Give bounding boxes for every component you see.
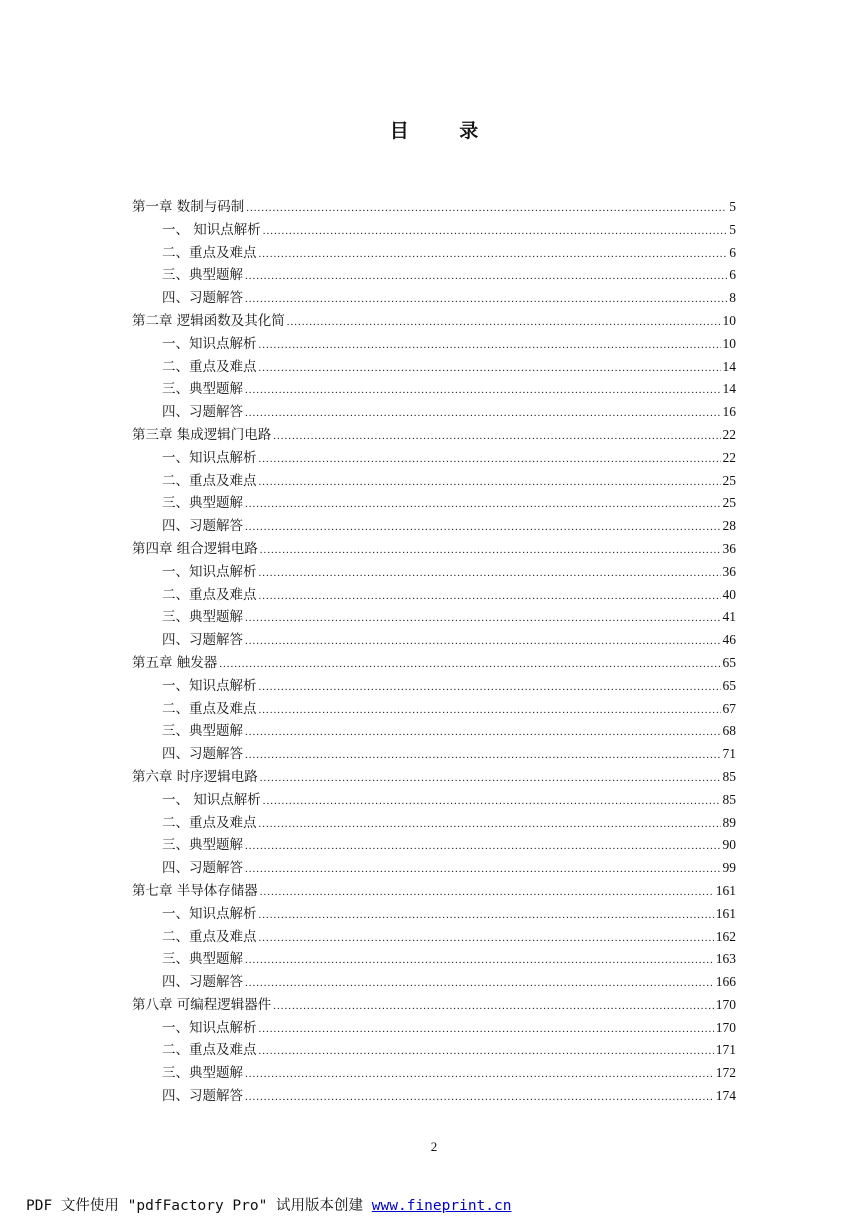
toc-entry-label: 一、 知识点解析 (162, 221, 261, 238)
toc-leader-dots (245, 1063, 714, 1086)
toc-entry-page: 14 (722, 358, 736, 374)
toc-entry-label: 一、知识点解析 (162, 563, 257, 580)
toc-entry-label: 四、习题解答 (162, 632, 243, 649)
toc-entry-label: 二、重点及难点 (162, 472, 257, 489)
toc-entry-label: 第八章 可编程逻辑器件 (132, 996, 272, 1013)
toc-entry-page: 163 (715, 951, 736, 967)
toc-section-entry[interactable] (132, 492, 736, 515)
toc-entry-page: 22 (722, 426, 736, 442)
toc-section-entry[interactable] (132, 743, 736, 766)
toc-section-entry[interactable] (132, 903, 736, 926)
toc-entry-page: 5 (729, 199, 736, 214)
toc-entry-page: 166 (715, 974, 736, 990)
toc-chapter-entry[interactable] (132, 994, 736, 1017)
toc-leader-dots (245, 516, 721, 539)
toc-entry-label: 第二章 逻辑函数及其化简 (132, 312, 285, 329)
toc-section-entry[interactable] (132, 561, 736, 584)
toc-entry-label: 三、典型题解 (162, 609, 243, 626)
toc-entry-label: 四、习题解答 (162, 518, 243, 535)
toc-entry-page: 171 (715, 1042, 736, 1058)
toc-leader-dots (259, 676, 721, 699)
toc-entry-page: 41 (722, 609, 736, 625)
toc-leader-dots (245, 721, 721, 744)
table-of-contents (132, 196, 736, 1108)
pdf-footer (26, 1194, 511, 1215)
toc-entry-page: 65 (722, 654, 736, 670)
toc-section-entry[interactable] (132, 789, 736, 812)
toc-entry-page: 71 (722, 746, 736, 762)
toc-leader-dots (259, 699, 721, 722)
toc-entry-page: 85 (722, 791, 736, 807)
toc-entry-page: 14 (722, 381, 736, 397)
toc-entry-label: 三、典型题解 (162, 1065, 243, 1082)
toc-entry-page: 90 (722, 837, 736, 853)
toc-leader-dots (259, 243, 728, 266)
toc-entry-page: 65 (722, 677, 736, 693)
toc-leader-dots (245, 744, 721, 767)
page-title: 目 录 (389, 120, 501, 142)
toc-entry-label: 三、典型题解 (162, 951, 243, 968)
toc-chapter-entry[interactable] (132, 880, 736, 903)
toc-entry-page: 85 (722, 768, 736, 784)
toc-section-entry[interactable] (132, 948, 736, 971)
toc-section-entry[interactable] (132, 606, 736, 629)
toc-leader-dots (245, 1086, 714, 1109)
toc-entry-label: 四、习题解答 (162, 746, 243, 763)
toc-entry-label: 一、知识点解析 (162, 677, 257, 694)
toc-leader-dots (245, 858, 721, 881)
toc-entry-label: 第七章 半导体存储器 (132, 882, 258, 899)
toc-leader-dots (259, 357, 721, 380)
toc-entry-label: 二、重点及难点 (162, 358, 257, 375)
toc-entry-page: 172 (715, 1065, 736, 1081)
toc-leader-dots (260, 767, 721, 790)
toc-entry-page: 6 (729, 244, 736, 260)
toc-section-entry[interactable] (132, 1085, 736, 1108)
toc-leader-dots (246, 197, 727, 220)
toc-entry-label: 一、知识点解析 (162, 1019, 257, 1036)
toc-entry-label: 二、重点及难点 (162, 244, 257, 261)
toc-leader-dots (245, 835, 721, 858)
toc-entry-label: 一、 知识点解析 (162, 791, 261, 808)
toc-leader-dots (259, 334, 721, 357)
toc-entry-label: 三、典型题解 (162, 837, 243, 854)
toc-entry-label: 二、重点及难点 (162, 928, 257, 945)
toc-entry-label: 二、重点及难点 (162, 814, 257, 831)
toc-entry-page: 5 (729, 221, 736, 237)
toc-entry-page: 161 (715, 905, 736, 921)
toc-leader-dots (245, 288, 727, 311)
toc-entry-page: 25 (722, 495, 736, 511)
toc-entry-page: 36 (722, 540, 736, 556)
toc-section-entry[interactable] (132, 720, 736, 743)
toc-leader-dots (263, 790, 721, 813)
footer-text: PDF 文件使用 "pdfFactory Pro" 试用版本创建 (26, 1198, 372, 1214)
toc-section-entry[interactable] (132, 1039, 736, 1062)
toc-section-entry[interactable] (132, 584, 736, 607)
toc-leader-dots (259, 1040, 714, 1063)
toc-entry-label: 二、重点及难点 (162, 700, 257, 717)
footer-link[interactable]: www.fineprint.cn (371, 1198, 512, 1214)
toc-entry-label: 二、重点及难点 (162, 586, 257, 603)
toc-section-entry[interactable] (132, 629, 736, 652)
toc-entry-label: 四、习题解答 (162, 404, 243, 421)
toc-entry-label: 二、重点及难点 (162, 1042, 257, 1059)
toc-entry-page: 6 (729, 267, 736, 283)
toc-entry-page: 40 (722, 586, 736, 602)
toc-leader-dots (259, 904, 714, 927)
toc-chapter-entry[interactable] (132, 310, 736, 333)
toc-chapter-entry[interactable] (132, 538, 736, 561)
toc-entry-label: 三、典型题解 (162, 723, 243, 740)
toc-entry-page: 8 (729, 290, 736, 306)
toc-leader-dots (245, 949, 714, 972)
toc-leader-dots (259, 1018, 714, 1041)
toc-leader-dots (259, 585, 721, 608)
toc-chapter-entry[interactable] (132, 652, 736, 675)
toc-leader-dots (259, 927, 714, 950)
toc-entry-page: 46 (722, 632, 736, 648)
toc-entry-label: 一、知识点解析 (162, 905, 257, 922)
toc-entry-label: 一、知识点解析 (162, 449, 257, 466)
toc-section-entry[interactable] (132, 242, 736, 265)
toc-entry-label: 一、知识点解析 (162, 335, 257, 352)
toc-entry-label: 四、习题解答 (162, 860, 243, 877)
toc-section-entry[interactable] (132, 971, 736, 994)
toc-entry-page: 68 (722, 723, 736, 739)
toc-section-entry[interactable] (132, 287, 736, 310)
toc-leader-dots (259, 448, 721, 471)
toc-entry-label: 四、习题解答 (162, 974, 243, 991)
toc-entry-page: 67 (722, 700, 736, 716)
toc-leader-dots (245, 379, 721, 402)
toc-section-entry[interactable] (132, 515, 736, 538)
toc-leader-dots (273, 995, 713, 1018)
toc-section-entry[interactable] (132, 834, 736, 857)
toc-section-entry[interactable] (132, 926, 736, 949)
toc-entry-label: 四、习题解答 (162, 1088, 243, 1105)
toc-leader-dots (245, 402, 721, 425)
toc-entry-label: 第六章 时序逻辑电路 (132, 768, 258, 785)
toc-section-entry[interactable] (132, 264, 736, 287)
toc-leader-dots (287, 311, 721, 334)
toc-entry-page: 170 (715, 996, 736, 1012)
toc-chapter-entry[interactable] (132, 424, 736, 447)
toc-leader-dots (260, 539, 721, 562)
toc-leader-dots (245, 630, 721, 653)
toc-leader-dots (263, 220, 727, 243)
toc-entry-page: 10 (722, 312, 736, 328)
toc-entry-page: 16 (722, 404, 736, 420)
toc-entry-label: 第五章 触发器 (132, 654, 218, 671)
toc-section-entry[interactable] (132, 1017, 736, 1040)
toc-entry-page: 22 (722, 449, 736, 465)
toc-section-entry[interactable] (132, 378, 736, 401)
toc-section-entry[interactable] (132, 1062, 736, 1085)
toc-leader-dots (245, 493, 721, 516)
toc-entry-page: 10 (722, 335, 736, 351)
toc-leader-dots (273, 425, 720, 448)
toc-leader-dots (245, 972, 714, 995)
toc-section-entry[interactable] (132, 698, 736, 721)
toc-entry-page: 174 (715, 1088, 736, 1104)
toc-section-entry[interactable] (132, 401, 736, 424)
toc-entry-label: 第一章 数制与码制 (132, 199, 245, 215)
toc-entry-page: 170 (715, 1019, 736, 1035)
toc-chapter-entry[interactable] (132, 766, 736, 789)
toc-entry-page: 89 (722, 814, 736, 830)
toc-section-entry[interactable] (132, 470, 736, 493)
toc-chapter-entry[interactable] (132, 196, 736, 219)
toc-entry-page: 161 (715, 882, 736, 898)
toc-section-entry[interactable] (132, 356, 736, 379)
toc-leader-dots (259, 813, 721, 836)
toc-section-entry[interactable] (132, 857, 736, 880)
toc-leader-dots (259, 471, 721, 494)
toc-entry-label: 三、典型题解 (162, 495, 243, 512)
toc-entry-label: 三、典型题解 (162, 267, 243, 284)
toc-entry-page: 28 (722, 518, 736, 534)
page-number: 2 (430, 1139, 438, 1154)
toc-entry-page: 162 (715, 928, 736, 944)
toc-entry-page: 99 (722, 860, 736, 876)
toc-entry-page: 36 (722, 563, 736, 579)
toc-entry-label: 四、习题解答 (162, 290, 243, 307)
toc-leader-dots (259, 562, 721, 585)
toc-entry-label: 第四章 组合逻辑电路 (132, 540, 258, 557)
toc-section-entry[interactable] (132, 675, 736, 698)
toc-leader-dots (219, 653, 720, 676)
toc-entry-label: 三、典型题解 (162, 381, 243, 398)
toc-section-entry[interactable] (132, 812, 736, 835)
toc-section-entry[interactable] (132, 219, 736, 242)
toc-section-entry[interactable] (132, 333, 736, 356)
toc-leader-dots (245, 607, 721, 630)
toc-entry-label: 第三章 集成逻辑门电路 (132, 426, 272, 443)
toc-leader-dots (260, 881, 714, 904)
toc-leader-dots (245, 265, 727, 288)
toc-entry-page: 25 (722, 472, 736, 488)
toc-section-entry[interactable] (132, 447, 736, 470)
